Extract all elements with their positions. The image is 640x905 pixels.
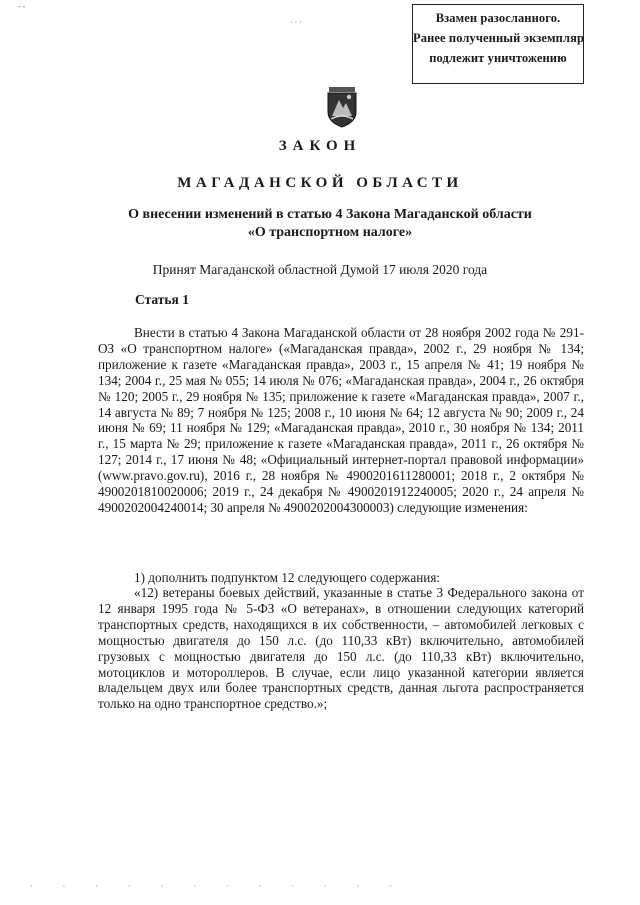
scan-artifact: · · · · · · · · · · · · [30, 882, 406, 891]
amendment-item-1-text: «12) ветераны боевых действий, указанные в статье 3 Федерального закона от 12 января 1995 года № 5-ФЗ «О ветеранах», в отношении следующих категорий транспортных средств, находящихся в их собственности, – автомобилей легковых с мощностью двигателя до 150 л.с. (до 110,33 кВт) включительно, автомобилей грузовых с мощностью двигателя до 150 л.с. (до 110,33 кВт) включительно, мотоциклов и мотороллеров. В случае, если лицо указанной категории является владельцем двух или более транспортных средств, данная льгота распространяется только на одно транспортное средство.»; [98, 585, 584, 712]
region-title: МАГАДАНСКОЙ ОБЛАСТИ [177, 175, 463, 191]
subtitle-line-1: О внесении изменений в статью 4 Закона Магаданской области [128, 207, 532, 222]
stamp-line-3: подлежит уничтожению [429, 51, 567, 65]
stamp-line-2: Ранее полученный экземпляр [413, 31, 585, 45]
subtitle-line-2: «О транспортном налоге» [247, 225, 413, 240]
stamp-line-1: Взамен разосланного. [435, 11, 561, 25]
scan-artifact: · · · [290, 18, 302, 27]
law-subtitle [90, 206, 570, 242]
magadan-coat-of-arms-icon [325, 86, 359, 128]
replacement-stamp [412, 4, 584, 84]
adoption-date: Принят Магаданской областной Думой 17 июля 2020 года [152, 262, 488, 277]
article-heading: Статья 1 [135, 292, 189, 307]
document-type-title: ЗАКОН [278, 138, 362, 154]
amendment-item-1: 1) дополнить подпунктом 12 следующего содержания: [134, 570, 441, 585]
scan-artifact: - - [18, 2, 26, 11]
intro-paragraph: Внести в статью 4 Закона Магаданской области от 28 ноября 2002 года № 291-ОЗ «О транспортном налоге» («Магаданская правда», 2002 г., 29 ноября № 134; приложение к газете «Магаданская правда», 2003 г., 15 апреля № 41; 19 ноября № 134; 2004 г., 25 мая № 055; 14 июля № 076; «Магаданская правда», 2004 г., 26 октября № 120; 2005 г., 29 ноября № 135; приложение к газете «Магаданская правда», 2007 г., 14 августа № 89; 7 ноября № 125; 2008 г., 10 июня № 64; 12 августа № 90; 2009 г., 24 июня № 69; 11 ноября № 129; «Магаданская правда», 2010 г., 30 ноября № 134; 2011 г., 15 марта № 29; приложение к газете «Магаданская правда», 2011 г., 26 октября № 127; 2014 г., 17 июня № 48; «Официальный интернет-портал правовой информации» (www.pravo.gov.ru), 2016 г., 28 ноября № 4900201611280001; 2018 г., 2 октября № 4900201810020006; 2019 г., 24 декабря № 4900201912240005; 2020 г., 24 апреля № 4900202004240014; 30 апреля № 4900202004300003) следующие изменения: [98, 325, 584, 515]
